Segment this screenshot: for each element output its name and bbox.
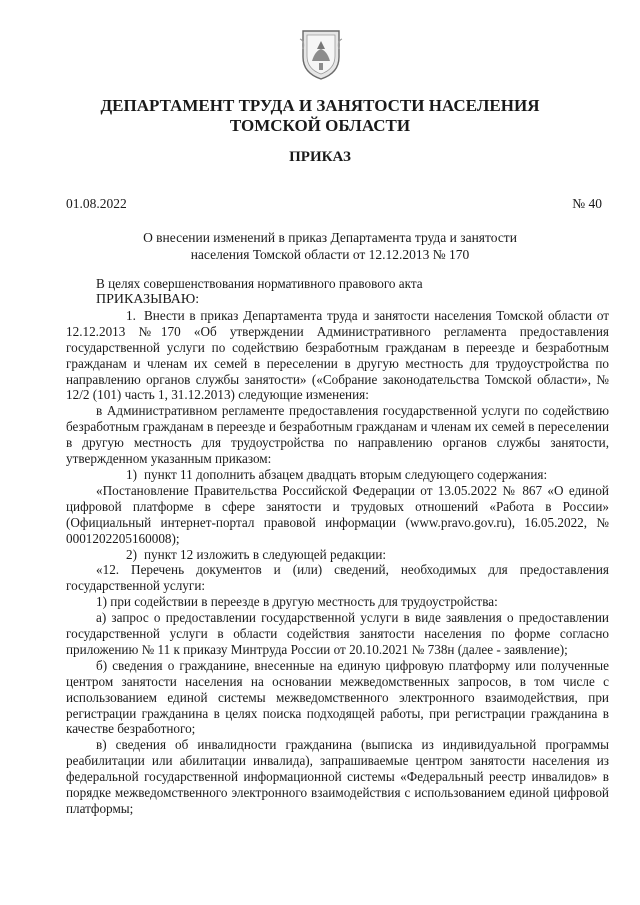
order-number: № 40 <box>572 196 602 211</box>
department-title <box>0 96 640 135</box>
order-subject-line2: населения Томской области от 12.12.2013 № 170 <box>190 247 470 262</box>
item-1-number: 1. <box>126 307 136 323</box>
point-12-b-paragraph: б) сведения о гражданине, внесенные на единую цифровую платформу или полученные центром занятости населения на основании межведомственных запросов, в том числе с использованием единой системы межведомственного электронного взаимодействия, при регистрации гражданина в целях поиска подходящей работы, при регистрации гражданина в качестве безработного; <box>66 657 609 737</box>
order-subject <box>100 229 560 263</box>
subitem-1-number: 1) <box>126 466 137 482</box>
subitem-2-number: 2) <box>126 546 137 562</box>
regulation-paragraph: в Административном регламенте предоставления государственной услуги по содействию безработным гражданам в переезде и безработным гражданам и членам их семей в переселении в другую местность для трудоустройства по направлению органов службы занятости, утвержденном указанным приказом: <box>66 403 609 467</box>
intro-paragraph: В целях совершенствования нормативного правового акта <box>96 276 423 291</box>
order-subject-line1: О внесении изменений в приказ Департамента труда и занятости <box>143 230 517 245</box>
order-title: ПРИКАЗ <box>289 149 351 165</box>
coat-of-arms-icon <box>299 27 343 81</box>
subitem-1-text: пункт 11 дополнить абзацем двадцать вторым следующего содержания: <box>144 466 548 482</box>
quote-paragraph: «Постановление Правительства Российской Федерации от 13.05.2022 № 867 «О единой цифровой платформе в сфере занятости и трудовых отношений «Работа в России» (Официальный интернет-портал правовой информации (www.pravo.gov.ru), 16.05.2022, № 0001202205160008); <box>66 482 609 546</box>
point-12-v-paragraph: в) сведения об инвалидности гражданина (выписка из индивидуальной программы реабилитации или абилитации инвалида), запрашиваемые центром занятости населения из федеральной государственной информационной системы «Федеральный реестр инвалидов» в порядке межведомственного электронного взаимодействия с использованием единой цифровой платформы; <box>66 737 609 816</box>
order-date: 01.08.2022 <box>66 196 127 211</box>
order-body <box>66 276 609 817</box>
subitem-2-text: пункт 12 изложить в следующей редакции: <box>144 546 387 562</box>
subitem-2 <box>66 547 609 563</box>
point-12-paragraph: «12. Перечень документов и (или) сведений, необходимых для предоставления государственной услуги: <box>66 562 609 594</box>
point-12-1-paragraph: 1) при содействии в переезде в другую местность для трудоустройства: <box>96 594 498 610</box>
item-1-text: Внести в приказ Департамента труда и занятости населения Томской области от 12.12.2013 №170 «Об утверждении Административного регламента предоставления государственной услуги по содействию безработным гражданам в переезде и безработным гражданам и членам их семей в переселении в другую местность для трудоустройства по направлению органов службы занятости» («Собрание законодательства Томской области», № 12/2 (101) часть 1, 31.12.2013) следующие изменения: <box>66 307 609 403</box>
subitem-1 <box>66 467 609 483</box>
item-1 <box>66 308 609 403</box>
department-title-line1: ДЕПАРТАМЕНТ ТРУДА И ЗАНЯТОСТИ НАСЕЛЕНИЯ <box>100 96 540 115</box>
order-word: ПРИКАЗЫВАЮ: <box>96 291 200 307</box>
point-12-a-paragraph: а) запрос о предоставлении государственной услуги в виде заявления о предоставлении государственной услуги в области содействия занятости населения по форме согласно приложению № 11 к приказу Минтруда России от 20.10.2021 № 738н (далее - заявление); <box>66 610 609 657</box>
department-title-line2: ТОМСКОЙ ОБЛАСТИ <box>229 115 411 135</box>
